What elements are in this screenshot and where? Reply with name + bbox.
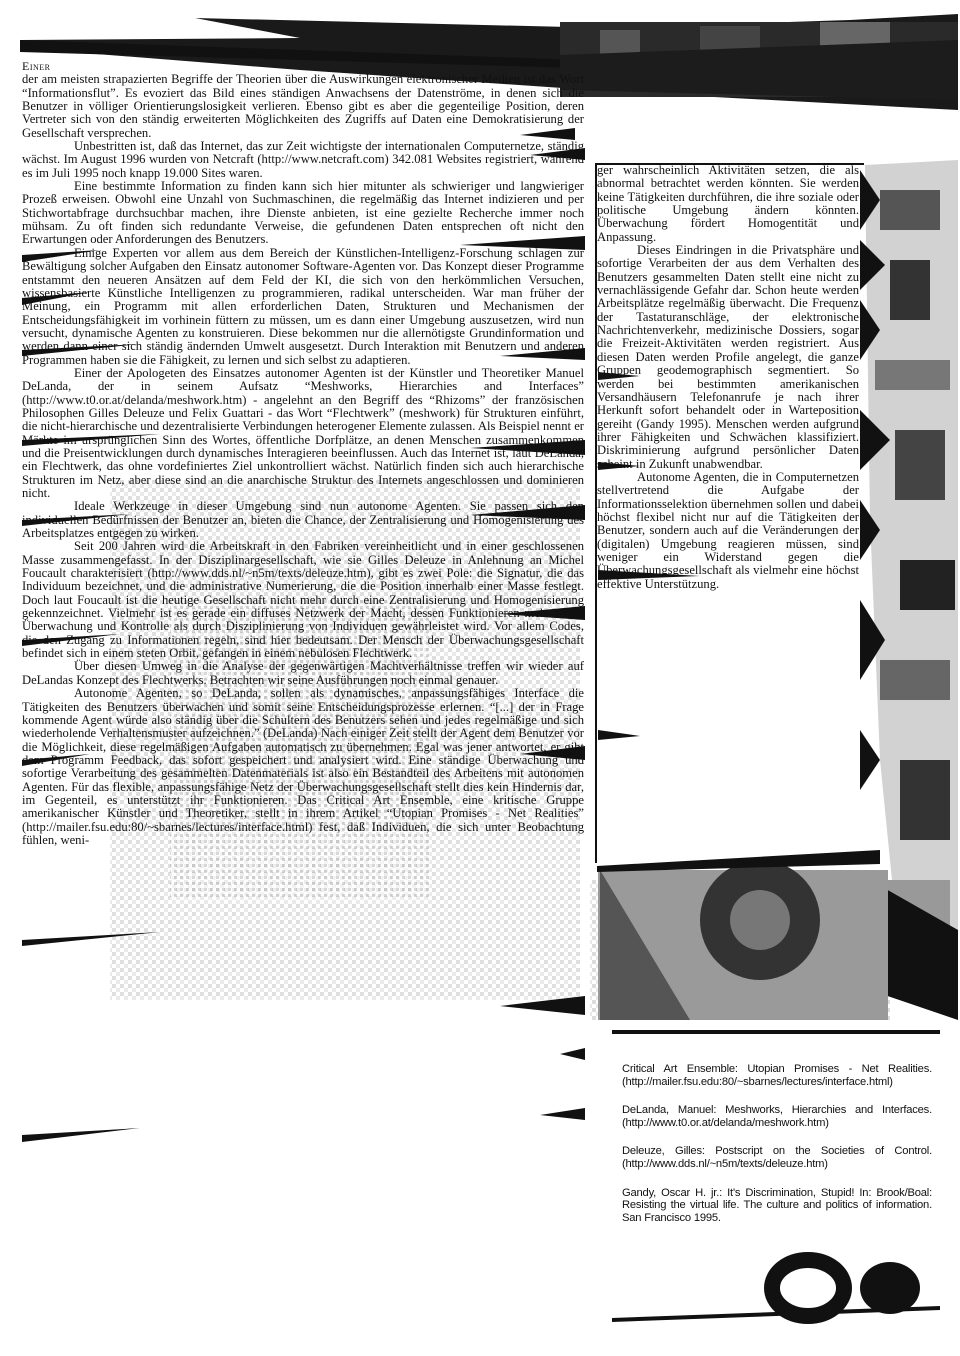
reference-item: DeLanda, Manuel: Meshworks, Hierarchies and Interfaces. (http://www.t0.or.at/delanda/meshwork.htm) bbox=[622, 1104, 932, 1129]
article-paragraph: Seit 200 Jahren wird die Arbeitskraft in den Fabriken vereinheitlicht und in einer geschlossenen Masse zusammengefasst. In der Disziplinargesellschaft, wie sie Gilles Deleuze in Anlehnung an Michel Foucault charakterisiert (http://www.dds.nl/~n5m/texts/deleuze.htm), gibt es zwei Pole: die Signatur, die das Individuum bezeichnet, und die administrative Numerierung, die die Position innerhalb einer Masse festlegt. Doch laut Foucault ist die heutige Gesellschaft nicht mehr durch eine Zentralisierung und Homogenisierung gekennzeichnet. Vielmehr ist es gerade ein diffuses Netzwerk der Macht, dessen Funktionieren mehr durch Überwachung und Kontrolle als durch Disziplinierung von Individuen gewährleistet wird. Vor allem Codes, die den Zugang zu Informationen regeln, sind hier bedeutsam. Der Mensch der Überwachungsgesellschaft befindet sich in einem steten Orbit, gefangen in einem nebulosen Flechtwerk. bbox=[22, 539, 584, 661]
article-paragraph: der am meisten strapazierten Begriffe der Theorien über die Auswirkungen elektronischer Medien ist das Wort “Informationsflut”. Es evoziert das Bild eines ständigen Anwachsens der Datenströme, in denen sich die Benutzer in völliger Orientierungslosigkeit verlieren. Ebenso gibt es aber die gegenteilige Position, deren Vertreter sich von den ständig erweiterten Möglichkeiten des Zugriffs auf Daten eine Demokratisierung der Gesellschaft versprechen. bbox=[22, 72, 584, 140]
article-body bbox=[22, 60, 584, 847]
ring-glyph bbox=[772, 1260, 844, 1316]
sidebar-column bbox=[597, 164, 859, 591]
photo-block bbox=[598, 860, 888, 1020]
article-dropcap: Einer bbox=[22, 59, 51, 73]
sidebar-paragraph: Dieses Eindringen in die Privatsphäre und sofortige Verarbeiten der aus dem Verhalten des Benutzers gesammelten Daten stellt eine nicht zu vernachlässigende Gefahr dar. Schon heute werden Arbeitsplätze regelmäßig überwacht. Die Frequenz der Tastaturanschläge, der elektronische Nachrichtenverkehr, medizinische Dossiers, sogar die Freizeit-Aktivitäten werden registriert. Aus diesen Daten werden Profile angelegt, die ganze Gruppen geodemographisch segmentiert. So werden bei bestimmten amerikanischen Versandhäusern Telefonanrufe je nach ihrer Herkunft sofort behandelt oder in Warteposition gereiht (Gandy 1995). Menschen werden aufgrund ihrer Fähigkeiten und Schwächen klassifiziert. Diskriminierung aufgrund persönlicher Daten scheint in Zukunft unabwendbar. bbox=[597, 243, 859, 471]
article-paragraph: Ideale Werkzeuge in dieser Umgebung sind nun autonome Agenten. Sie passen sich den individuellen Bedürfnissen der Benutzer an, bieten die Chance, der Zentralisierung und Homogenisierung des Arbeitsplatzes entgegen zu wirken. bbox=[22, 499, 584, 541]
article-paragraph: Unbestritten ist, daß das Internet, das zur Zeit wichtigste der internationalen Computernetze, ständig wächst. Im August 1996 wurden von Netcraft (http://www.netcraft.com) 342.081 Websites registriert, während es im Juli 1995 noch knapp 19.000 Sites waren. bbox=[22, 139, 584, 180]
article-paragraph: Eine bestimmte Information zu finden kann sich hier mitunter als schwieriger und langwieriger Prozeß erweisen. Obwohl eine Unzahl von Suchmaschinen, die regelmäßig das Internet indizieren und per Stichwortabfrage durchsuchbar machen, ihre Dienste anbieten, ist eine gezielte Recherche immer noch mühsam. Zu oft finden sich redundante Verweise, die gefundenen Daten entsprechen oft nicht den Erwartungen oder Anforderungen des Benutzers. bbox=[22, 179, 584, 247]
reference-item: Critical Art Ensemble: Utopian Promises - Net Realities. (http://mailer.fsu.edu:80/~sbarnes/lectures/interface.html) bbox=[622, 1063, 932, 1088]
sidebar-paragraph: ger wahrscheinlich Aktivitäten setzen, die als abnormal betrachtet werden könnten. Sie werden keine Tätigkeiten durchführen, die ihre soziale oder politische Umgebung ändern könnten. Überwachung fördert Homogentität und Anpassung. bbox=[597, 163, 859, 244]
reference-item: Deleuze, Gilles: Postscript on the Societies of Control. (http://www.dds.nl/~n5m/texts/deleuze.htm) bbox=[622, 1145, 932, 1170]
sidebar-paragraph: Autonome Agenten, die in Computernetzen stellvertretend die Aufgabe der Informationsselektion übernehmen sollen und dabei höchst flexibel nicht nur auf die Tätigkeiten der Benutzer, sondern auch auf die Veränderungen der (digitalen) Umgebung reagieren müssen, sind weniger ein Widerstand gegen die Überwachungsgesellschaft als vielmehr eine höchst effektive Unterstützung. bbox=[597, 469, 859, 591]
disc-glyph bbox=[860, 1262, 920, 1314]
reference-item: Gandy, Oscar H. jr.: It's Discrimination, Stupid! In: Brook/Boal: Resisting the virtual life. The culture and politics of information. San Francisco 1995. bbox=[622, 1186, 932, 1224]
article-paragraph: Über diesen Umweg in die Analyse der gegenwärtigen Machtverhältnisse treffen wir wieder auf DeLandas Konzept des Flechtwerks. Betrachten wir seine Ausführungen noch einmal genauer. bbox=[22, 659, 584, 687]
article-paragraph: Autonome Agenten, so DeLanda, sollen als dynamisches, anpassungsfähiges Interface die Tätigkeiten des Benutzers überwachen und somit seine Entscheidungsprozesse erlernen. “[...] der in Frage kommende Agent würde also ständig über die Schultern des Benutzers sehen und jedes regelmäßige und sich wiederholende Verhaltensmuster aufzeichnen.” (DeLanda) Nach einiger Zeit stellt der Agent dem Benutzer vor die Möglichkeit, diese regelmäßigen Aufgaben automatisch zu übernehmen. Egal was jener antwortet, er gibt dem Programm Feedback, das sofort gespeichert und analysiert wird. Eine ständige Überwachung und sofortige Verarbeitung des gesammelten Datenmaterials ist also ein Bestandteil des Arbeitens mit autonomen Agenten. Für das flexible, anpassungsfähige Netz der Überwachungsgesellschaft stellt dies kein Hindernis dar, im Gegenteil, es unterstützt ihr Funktionieren. Das Critical Art Ensemble, eine kritische Gruppe amerikanischer Künstler und Theoretiker, stellt in ihrem Artikel “Utopian Promises - Net Realities” (http://mailer.fsu.edu:80/~sbarnes/lectures/interface.html) fest, daß Individuen, die sich unter Beobachtung fühlen, weni- bbox=[22, 686, 584, 847]
article-paragraph: Einer der Apologeten des Einsatzes autonomer Agenten ist der Künstler und Theoretiker Manuel DeLanda, der in seinem Aufsatz “Meshworks, Hierarchies and Interfaces” (http://www.t0.or.at/delanda/meshwork.htm) - angelehnt an den Begriff des “Rhizoms” der französischen Philosophen Gilles Deleuze und Felix Guattari - das Wort “Flechtwerk” (meshwork) für Strukturen einführt, die nicht-hierarchische und dezentralisierte Verbindungen heterogener Elemente zulassen. Als Beispiel nennt er Märkte im ursprünglichen Sinn des Wortes, öffentliche Dorfplätze, an denen Menschen zusammenkommen und die Preisentwicklungen durch dynamisches Interagieren beeinflussen. Auch das Internet ist, laut DeLanda, ein Flechtwerk, das ohne vordefiniertes Ziel unkontrolliert wächst. Natürlich finden sich auch hierarchische Strukturen im Netz, aber diese sind an die anarchische Struktur des Internets angeschlossen und dominieren nicht. bbox=[22, 365, 584, 500]
references-box bbox=[622, 1063, 932, 1240]
article-paragraph: Einige Experten vor allem aus dem Bereich der Künstlichen-Intelligenz-Forschung schlagen zur Bewältigung solcher Aufgaben den Einsatz autonomer Software-Agenten vor. Das Konzept dieser Programme entstammt den neueren Ansätzen auf dem Feld der KI, die sich von den herkömmlichen Versuchen, wissensbasierte Künstliche Intelligenzen zu programmieren, radikal unterscheiden. War man früher der Meinung, ein Programm mit allen erforderlichen Daten, Strukturen und Mechanismen der Entscheidungsfähigkeit im vorhinein füttern zu müssen, um es dann einer Umgebung auszusetzen, wird nun versucht, dynamische Agenten zu konstruieren. Diese bekommen nur die allernötigste Grundinformation und werden dann einer sich ständig ändernden Umwelt ausgesetzt. Durch Interaktion mit Benutzern und anderen Programmen haben sie die Fähigkeit, zu lernen und sich selbst zu adaptieren. bbox=[22, 245, 584, 367]
